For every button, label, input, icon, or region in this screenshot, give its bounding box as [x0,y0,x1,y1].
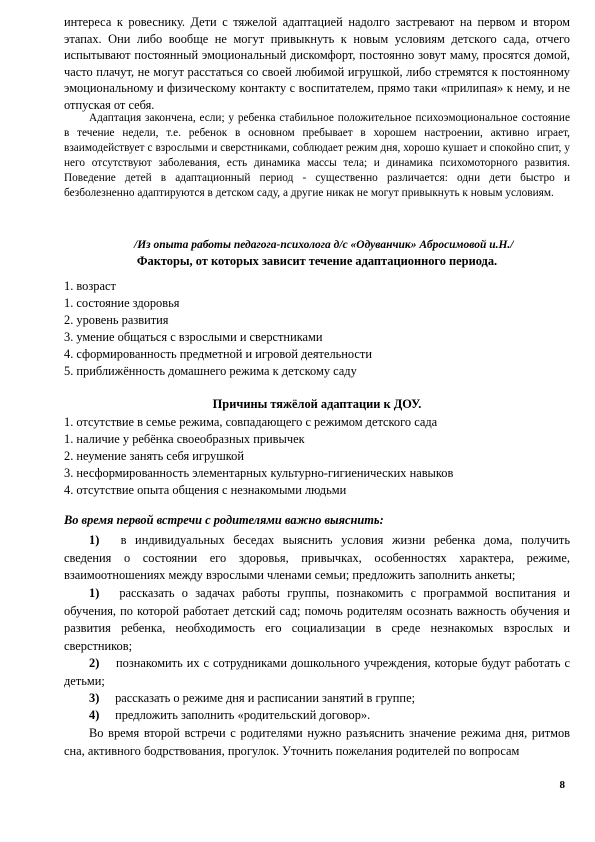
meeting-item-number: 1) [89,533,100,547]
cause-item: 2. неумение занять себя игрушкой [64,449,244,463]
meeting-item-number: 2) [89,656,100,670]
source-note: /Из опыта работы педагога-психолога д/с «Одуванчик» Абросимовой и.Н./ [134,239,514,251]
meeting-item-text: рассказать о режиме дня и расписании занятий в группе; [115,691,416,705]
cause-item: 3. несформированность элементарных культурно-гигиенических навыков [64,466,454,480]
factor-item: 4. сформированность предметной и игровой деятельности [64,347,372,361]
causes-heading: Причины тяжёлой адаптации к ДОУ. [212,397,422,411]
meeting-item-text: рассказать о задачах работы группы, познакомить с программой воспитания и обучения, по которой работает детский сад; помочь родителям осознать важность обучения и развития ребенка, необходимость его социализации в среде незнакомых взрослых и сверстников; [64,586,570,653]
factor-item: 5. приближённость домашнего режима к детскому саду [64,364,357,378]
meeting-item [64,655,570,690]
meeting-item-text: в индивидуальных беседах выяснить условия жизни ребенка дома, получить сведения о состоянии его здоровья, привычках, особенностях характера, режиме, взаимоотношениях между взрослыми членами семьи; предложить заполнить анкеты; [64,533,570,582]
meeting-item-number: 3) [89,691,100,705]
meeting-item-number: 1) [89,586,100,600]
meeting-item [64,532,570,585]
intro-continuation-paragraph: интереса к ровеснику. Дети с тяжелой адаптацией надолго застревают на первом и втором этапах. Они либо вообще не могут привыкнуть к новым условиям детского сада, отчего испытывают постоянный эмоциональный дискомфорт, постоянно зовут маму, просятся домой, часто плачут, не могут расстаться со своей любимой игрушкой, либо стремятся к постоянному эмоциональному и физическому контакту с воспитателем, прямо таки «прилипая» к нему, и не отпуская от себя. [64,15,570,112]
cause-item: 1. наличие у ребёнка своеобразных привычек [64,432,305,446]
page-number: 8 [559,779,565,791]
factor-item: 1. возраст [64,279,116,293]
adaptation-complete-paragraph: Адаптация закончена, если; у ребенка стабильное положительное психоэмоциональное состояние в течение недели, т.е. ребенок в основном пребывает в хорошем настроении, активно играет, взаимодействует с взрослыми и сверстниками, соблюдает режим дня, хорошо кушает и спокойно спит, у него отсутствуют заболевания, есть динамика массы тела; и динамика психомоторного развития. Поведение детей в адаптационный период - существенно различается: одни дети быстро и безболезненно адаптируются в детском саду, а другие никак не могут привыкнуть к новым условиям. [64,112,570,199]
factor-item: 2. уровень развития [64,313,169,327]
cause-item: 1. отсутствие в семье режима, совпадающего с режимом детского сада [64,415,438,429]
meeting-item-number: 4) [89,708,100,722]
factor-item: 3. умение общаться с взрослыми и сверстниками [64,330,323,344]
meeting-item [64,707,570,725]
meeting-item-text: познакомить их с сотрудниками дошкольного учреждения, которые будут работать с детьми; [64,656,570,688]
meeting-item [64,690,570,708]
factor-item: 1. состояние здоровья [64,296,180,310]
meeting-item-text: предложить заполнить «родительский договор». [115,708,371,722]
factors-heading: Факторы, от которых зависит течение адаптационного периода. [136,254,498,268]
meeting-item [64,585,570,655]
first-meeting-lead: Во время первой встречи с родителями важно выяснить: [64,513,384,527]
second-meeting-paragraph: Во время второй встречи с родителями нужно разъяснить значение режима дня, ритмов сна, активного бодрствования, прогулок. Уточнить пожелания родителей по вопросам [64,726,570,758]
cause-item: 4. отсутствие опыта общения с незнакомыми людьми [64,483,347,497]
